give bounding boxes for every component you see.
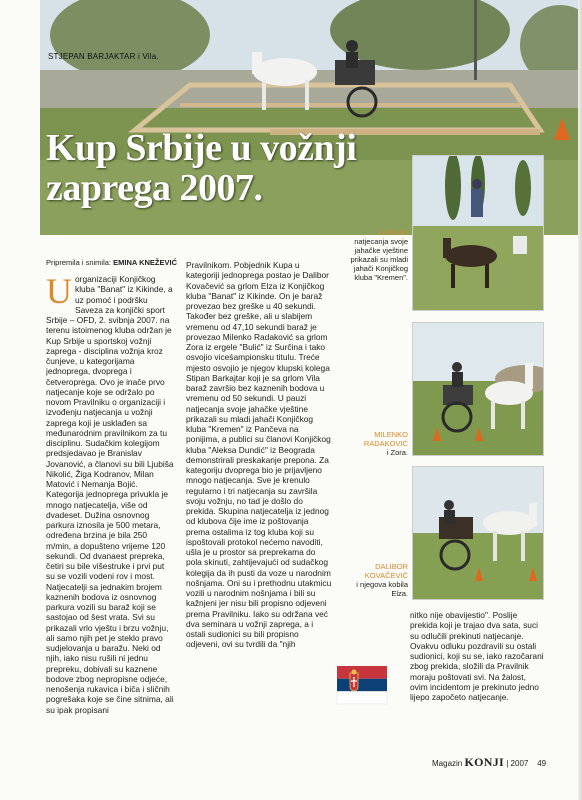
photo-milenko — [412, 322, 544, 456]
dalibor-scene — [413, 467, 543, 599]
article-column-2 — [186, 260, 332, 746]
footer-magazine: Magazin — [432, 759, 463, 768]
footer-separator: | — [506, 759, 509, 768]
caption-dalibor — [340, 562, 408, 598]
page-edge-shadow — [578, 0, 582, 800]
photo-credit: STJEPAN BARJAKTAR i Vila. — [48, 52, 159, 61]
byline — [46, 258, 177, 267]
article-column-3 — [410, 610, 544, 750]
byline-author: EMINA KNEŽEVIĆ — [113, 258, 178, 267]
milenko-scene — [413, 323, 543, 455]
caption-pony-lead: U PAUZI — [378, 228, 408, 237]
article-text-3: nitko nije obavijestio". Poslije prekida koji je trajao dva sata, suci su odlučili prekinuti natjecanje. Ovakvu odluku pozdravili su ostali sudionici, koji su se, iako razočarani zbog prekida, složili da Pravilnik moraju poštovati svi. Na žalost, ovim incidentom je prekinuto jedno lijepo započeto natjecanje. — [410, 610, 544, 702]
article-title: Kup Srbije u vožnji zaprega 2007. — [46, 127, 357, 209]
caption-pony-text: natjecanja svoje jahačke vještine prikazali su mladi jahači Konjičkog kluba "Kremen". — [350, 237, 408, 282]
serbia-flag-icon — [336, 665, 388, 705]
caption-pony — [340, 228, 408, 282]
byline-label: Pripremila i snimila: — [46, 258, 112, 267]
article-text-1: organizaciji Konjičkog kluba "Banat" iz Kikinde, a uz pomoć i podršku Saveza za konjički sport Srbije – OFD, 2. svibnja 2007. na terenu istoimenog kluba održan je Kup Srbije u sportskoj vožnji zaprega - disciplina vožnja kroz čunjeve, u kategorijama jednoprega, dvoprega i četveroprega. Ovo je inače prvo natjecanje koje se održalo po novom Pravilniku o organizaciji i izvođenju natjecanja u vožnji zaprega koji je usklađen sa međunarodnim pravilnikom za tu disciplinu. Sudačkim kolegijom predsjedavao je Branislav Jovanović, a članovi su bili Ljubiša Nikolić, Žiga Kodranov, Milan Matović i Nemanja Bojić. Kategorija jednoprega privukla je mnogo natjecatelja, više od dvadeset. Dužina osnovnog parkura iznosila je 500 metara, određena brzina je bila 250 m/min, a dopušteno vrijeme 120 sekundi. Od dvanaest prepreka, četiri su bile višestruke i prvi put su se vozili vodeni rov i most. Natjecatelji sa jednakim brojem kaznenih bodova iz osnovnog parkura vozili su baraž koji se sastojao od šest vrata. Svi su prikazali vrlo vještu i brzu vožnju, ali samo njih pet je steklo pravo sudjelovanja u baražu. Neki od njih, iako nisu rušili ni jednu prepreku, dobivali su kaznene bodove zbog nepropisne odjeće, nenošenja rukavica i biča i sličnih pogrešaka koje se čine sitnima, ali su ipak propisani — [46, 274, 174, 715]
page-footer — [432, 755, 546, 770]
pony-scene — [413, 156, 543, 310]
footer-logo: KONJI — [464, 755, 504, 769]
page-number: 49 — [537, 759, 547, 768]
article-text-2: Pravilnikom. Pobjednik Kupa u kategoriji jednoprega postao je Dalibor Kovačević sa grlom Elza iz Konjičkog kluba "Banat" iz Kikinde. On je baraž provezao bez greške u 40 sekundi. Također bez greške, ali u slabijem vremenu od 47,10 sekundi baraž je provezao Milenko Radaković sa grlom Zora iz ergele "Bulić" iz Surčina i tako osvojio viceśampionsku titulu. Treće mjesto osvojio je njegov klupski kolega Stipan Barkajtar koji je sa grlom Vila baraž završio bez kaznenih bodova u vremenu od 50 sekundi. U pauzi natjecanja svoje jahačke vještine prikazali su mladi jahači Konjičkog kluba "Kremen" iz Pančeva na ponijima, a publici su članovi Konjičkog kluba "Aleksa Dundić" iz Beograda demonstrirali preskakanje prepona. Za kategoriju dvoprega bio je prijavljeno mnogo natjecanja. Sve je krenulo regularno i tri natjecanja su završila svoju vožnju, no tad je došlo do prekida. Skupina natjecatelja iz jednog od klubova čije ime iz poštovanja prema ostalima iz tog kluba koji su ispoštovali protokol nećemo navoditi, ušla je u prostor sa preprekama do pola skinuti, zahtijevajući od sudačkog kolegija da ih pusti da voze u narodnim nošnjama. Oni su i prethodnu utakmicu vozili u narodnim nošnjama i bili su kažnjeni jer nisu bili propisno odjeveni prema Pravilniku. Iako su održana već dva seminara u vožnji zaprega, a i ostali sudionici su bili propisno odjeveni, ovi su tvrdili da "njih — [186, 260, 332, 650]
drop-cap: U — [46, 274, 72, 311]
article-column-1 — [46, 274, 174, 744]
caption-dalibor-text: i njegova kobila Elza. — [356, 580, 408, 598]
photo-pony — [412, 155, 544, 311]
caption-milenko-text: i Zora. — [386, 448, 408, 457]
footer-year: 2007 — [510, 759, 529, 768]
caption-milenko — [340, 430, 408, 457]
photo-dalibor — [412, 466, 544, 600]
caption-milenko-name: MILENKO RADAKOVIĆ — [363, 430, 408, 448]
caption-dalibor-name: DALIBOR KOVAČEVIĆ — [364, 562, 408, 580]
